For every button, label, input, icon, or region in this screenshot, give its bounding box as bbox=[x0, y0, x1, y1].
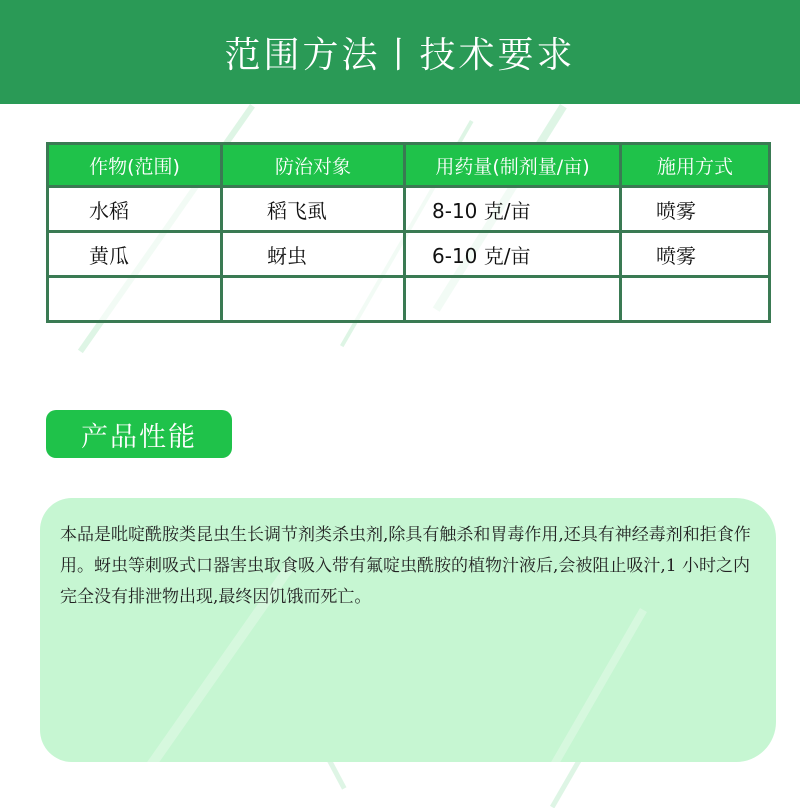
header-dosage: 用药量(制剂量/亩) bbox=[405, 144, 621, 187]
cell-target bbox=[222, 277, 405, 322]
cell-crop: 水稻 bbox=[48, 187, 222, 232]
table-row bbox=[48, 277, 770, 322]
header-bar bbox=[0, 0, 800, 104]
cell-crop bbox=[48, 277, 222, 322]
header-crop: 作物(范围) bbox=[48, 144, 222, 187]
product-description: 本品是吡啶酰胺类昆虫生长调节剂类杀虫剂,除具有触杀和胃毒作用,还具有神经毒剂和拒食作用。蚜虫等刺吸式口器害虫取食吸入带有氟啶虫酰胺的植物汁液后,会被阻止吸汁,1 小时之内完全没有排泄物出现,最终因饥饿而死亡。 bbox=[60, 525, 751, 607]
cell-target: 蚜虫 bbox=[222, 232, 405, 277]
header-method: 施用方式 bbox=[621, 144, 770, 187]
table-row bbox=[48, 187, 770, 232]
header-target: 防治对象 bbox=[222, 144, 405, 187]
description-panel bbox=[40, 498, 776, 762]
decorative-stripe bbox=[530, 608, 647, 762]
section-title: 产品性能 bbox=[81, 421, 197, 453]
cell-method bbox=[621, 277, 770, 322]
page-title: 范围方法丨技术要求 bbox=[224, 34, 576, 76]
cell-method: 喷雾 bbox=[621, 232, 770, 277]
cell-crop: 黄瓜 bbox=[48, 232, 222, 277]
section-title-badge bbox=[46, 410, 232, 458]
table-row bbox=[48, 232, 770, 277]
cell-dosage: 8-10 克/亩 bbox=[405, 187, 621, 232]
cell-dosage bbox=[405, 277, 621, 322]
cell-target: 稻飞虱 bbox=[222, 187, 405, 232]
table-header-row bbox=[48, 144, 770, 187]
usage-table bbox=[46, 142, 771, 323]
cell-dosage: 6-10 克/亩 bbox=[405, 232, 621, 277]
cell-method: 喷雾 bbox=[621, 187, 770, 232]
